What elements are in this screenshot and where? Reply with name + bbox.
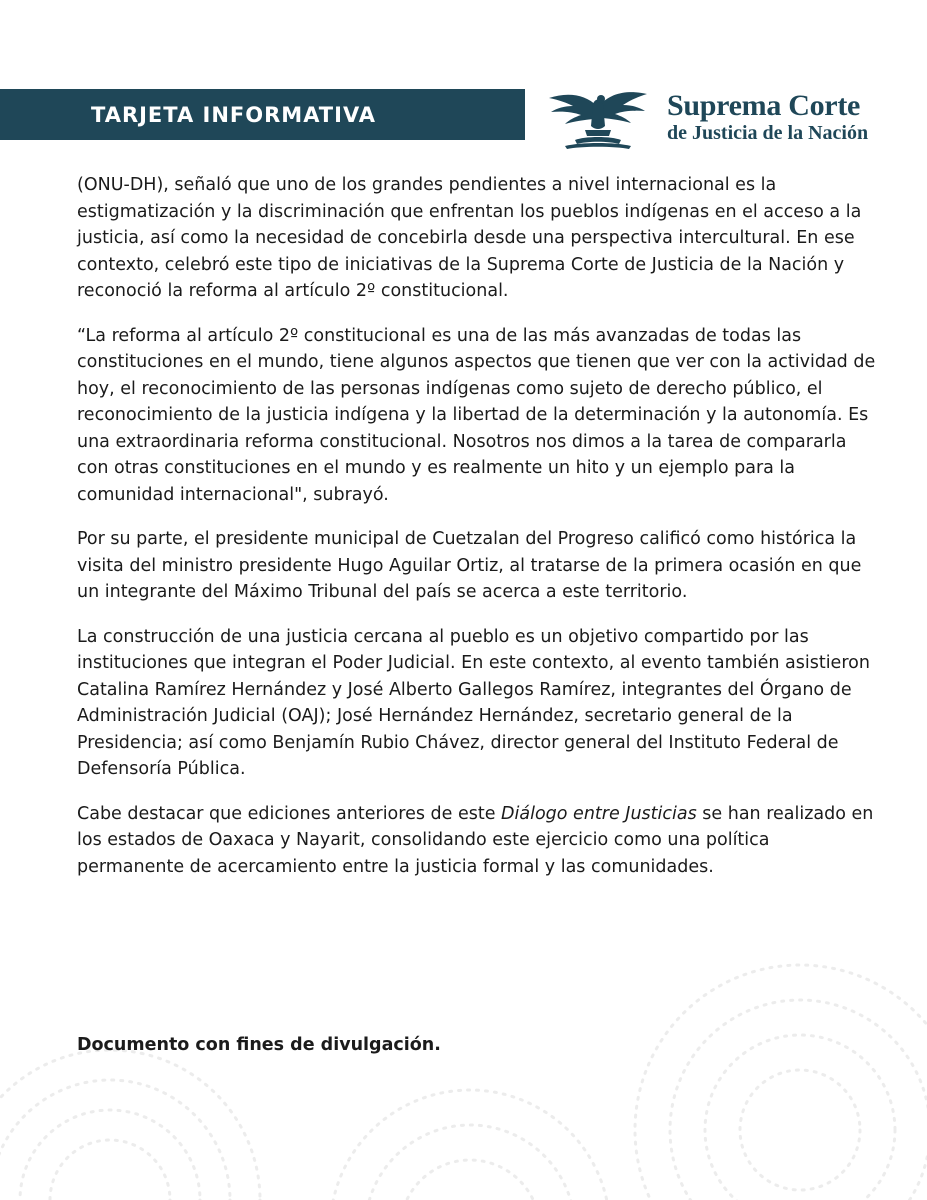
paragraph: (ONU-DH), señaló que uno de los grandes pendientes a nivel internacional es la estigmatización y la discriminación que enfrentan los pueblos indígenas en el acceso a la justicia, así como la necesidad de concebirla desde una perspectiva intercultural. En ese contexto, celebró este tipo de iniciativas de la Suprema Corte de Justicia de la Nación y reconoció la reforma al artículo 2º constitucional. [77,175,862,301]
paragraph: Por su parte, el presidente municipal de Cuetzalan del Progreso calificó como histórica la visita del ministro presidente Hugo Aguilar Ortiz, al tratarse de la primera ocasión en que un integrante del Máximo Tribunal del país se acerca a este territorio. [77,529,862,602]
paragraph-text: se han realizado en los estados de Oaxaca y Nayarit, consolidando este ejercicio como una política permanente de acercamiento entre la justicia formal y las comunidades. [77,803,874,877]
paragraph: La construcción de una justicia cercana al pueblo es un objetivo compartido por las instituciones que integran el Poder Judicial. En este contexto, al evento también asistieron Catalina Ramírez Hernández y José Alberto Gallegos Ramírez, integrantes del Órgano de Administración Judicial (OAJ); José Hernández Hernández, secretario general de la Presidencia; así como Benjamín Rubio Chávez, director general del Instituto Federal de Defensoría Pública. [77,626,870,779]
article-body [77,172,877,880]
paragraph: “La reforma al artículo 2º constitucional es una de las más avanzadas de todas las constituciones en el mundo, tiene algunos aspectos que tienen que ver con la actividad de hoy, el reconocimiento de las personas indígenas como sujeto de derecho público, el reconocimiento de la justicia indígena y la libertad de la determinación y la autonomía. Es una extraordinaria reforma constitucional. Nosotros nos dimos a la tarea de compararla con otras constituciones en el mundo y es realmente un hito y un ejemplo para la comunidad internacional", subrayó. [77,325,876,505]
mexican-eagle-emblem-icon [545,86,649,150]
paragraph-text: Cabe destacar que ediciones anteriores de este [77,803,502,824]
header-title: TARJETA INFORMATIVA [91,102,377,127]
paragraph [77,801,877,881]
logo-wordmark [667,90,868,144]
disclosure-note: Documento con fines de divulgación. [77,1035,441,1055]
event-title-italic: Diálogo entre Justicias [501,803,697,824]
logo-title: Suprema Corte [667,89,861,122]
logo-subtitle: de Justicia de la Nación [667,122,869,144]
scjn-logo [545,84,875,150]
header-band [0,89,525,140]
